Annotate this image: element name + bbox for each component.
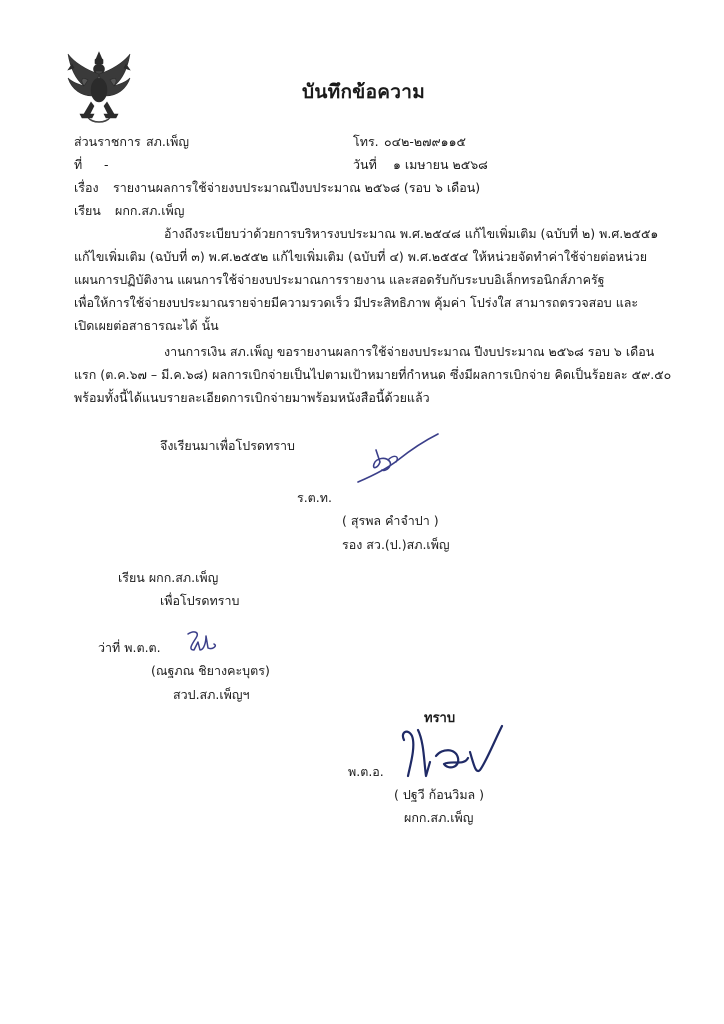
subject-label: เรื่อง xyxy=(74,180,99,195)
ref-value: - xyxy=(104,157,109,172)
to-value: ผกก.สภ.เพ็ญ xyxy=(115,203,185,218)
para2-line2: แรก (ต.ค.๖๗ – มี.ค.๖๘) ผลการเบิกจ่ายเป็นไปตามเป้าหมายที่กำหนด ซึ่งมีผลการเบิกจ่าย คิดเป็นร้อยละ ๕๙.๕๐ xyxy=(74,367,672,382)
para2-line3: พร้อมทั้งนี้ได้แนบรายละเอียดการเบิกจ่ายมาพร้อมหนังสือนี้ด้วยแล้ว xyxy=(74,390,430,405)
signer1-position: รอง สว.(ป.)สภ.เพ็ญ xyxy=(342,537,450,552)
para1-line1: อ้างถึงระเบียบว่าด้วยการบริหารงบประมาณ พ.ศ.๒๕๔๘ แก้ไขเพิ่มเติม (ฉบับที่ ๒) พ.ศ.๒๕๕๑ xyxy=(164,226,659,241)
signer2-position: สวป.สภ.เพ็ญฯ xyxy=(173,687,250,702)
ref-label: ที่ xyxy=(74,157,83,172)
para1-line5: เปิดเผยต่อสาธารณะได้ นั้น xyxy=(74,318,219,333)
signer1-rank: ร.ต.ท. xyxy=(297,490,332,505)
para2-line1: งานการเงิน สภ.เพ็ญ ขอรายงานผลการใช้จ่ายงบประมาณ ปีงบประมาณ ๒๕๖๘ รอบ ๖ เดือน xyxy=(164,344,655,359)
subject-value: รายงานผลการใช้จ่ายงบประมาณปีงบประมาณ ๒๕๖๘ (รอบ ๖ เดือน) xyxy=(113,180,481,195)
garuda-emblem xyxy=(64,50,134,126)
signer1-name: ( สุรพล คำจำปา ) xyxy=(342,513,439,528)
signature-3 xyxy=(396,722,508,784)
signature-1 xyxy=(352,432,444,488)
phone-label: โทร. xyxy=(353,134,379,149)
approval-position: ผกก.สภ.เพ็ญ xyxy=(404,810,474,825)
forward-to-line: เรียน ผกก.สภ.เพ็ญ xyxy=(118,570,219,585)
forward-purpose: เพื่อโปรดทราบ xyxy=(160,593,240,608)
dept-value: สภ.เพ็ญ xyxy=(146,134,190,149)
approval-name: ( ปฐวี ก้อนวิมล ) xyxy=(394,787,485,802)
signer2-rank: ว่าที่ พ.ต.ต. xyxy=(98,640,161,655)
signer2-name: (ณฐภณ ชิยางคะบุตร) xyxy=(151,663,270,678)
approval-acknowledged: ทราบ xyxy=(424,711,456,726)
closing-line: จึงเรียนมาเพื่อโปรดทราบ xyxy=(160,438,295,453)
para1-line4: เพื่อให้การใช้จ่ายงบประมาณรายจ่ายมีความรวดเร็ว มีประสิทธิภาพ คุ้มค่า โปร่งใส สามารถตรวจสอบ และ xyxy=(74,295,639,310)
phone-value: ๐๔๒-๒๗๙๑๑๕ xyxy=(384,134,466,149)
to-label: เรียน xyxy=(74,203,101,218)
dept-label: ส่วนราชการ xyxy=(74,134,141,149)
para1-line3: แผนการปฏิบัติงาน แผนการใช้จ่ายงบประมาณการรายงาน และสอดรับกับระบบอิเล็กทรอนิกส์ภาครัฐ xyxy=(74,272,605,287)
date-label: วันที่ xyxy=(353,157,377,172)
date-value: ๑ เมษายน ๒๕๖๘ xyxy=(393,157,488,172)
signature-2 xyxy=(184,628,224,656)
memo-title: บันทึกข้อความ xyxy=(302,81,426,103)
para1-line2: แก้ไขเพิ่มเติม (ฉบับที่ ๓) พ.ศ.๒๕๕๒ แก้ไขเพิ่มเติม (ฉบับที่ ๔) พ.ศ.๒๕๕๔ ให้หน่วยจัดทำค่าใช้จ่ายต่อหน่วย xyxy=(74,249,648,264)
approval-rank: พ.ต.อ. xyxy=(348,764,384,779)
